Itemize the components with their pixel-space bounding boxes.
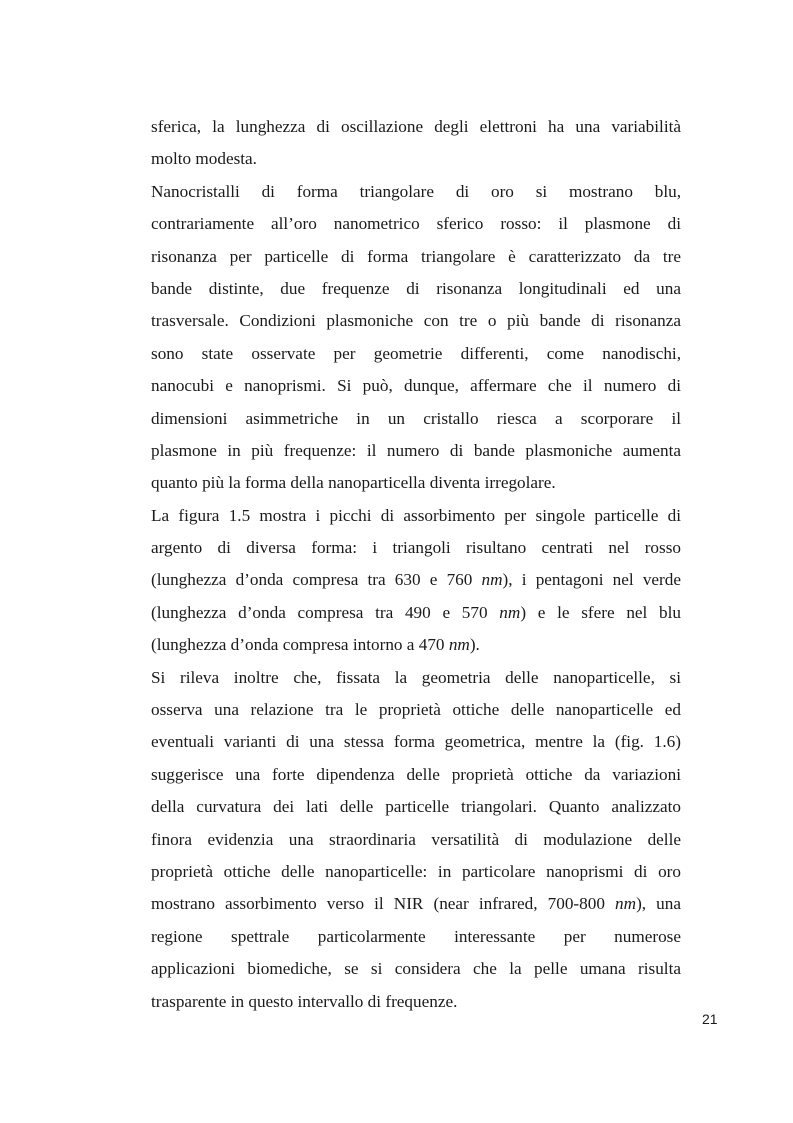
text-line (151, 532, 681, 564)
text-line (151, 629, 681, 661)
text-line (151, 500, 681, 532)
text-line (151, 953, 681, 985)
line-text: eventuali varianti di una stessa forma geometrica, mentre la (fig. 1.6) (151, 732, 681, 752)
text-line (151, 888, 681, 920)
text-line (151, 176, 681, 208)
line-text: argento di diversa forma: i triangoli risultano centrati nel rosso (151, 538, 681, 558)
line-text: trasversale. Condizioni plasmoniche con tre o più bande di risonanza (151, 311, 681, 331)
text-line (151, 694, 681, 726)
line-text: applicazioni biomediche, se si considera che la pelle umana risulta (151, 959, 681, 979)
line-text: trasparente in questo intervallo di frequenze. (151, 991, 458, 1011)
line-text: nanocubi e nanoprismi. Si può, dunque, affermare che il numero di (151, 376, 681, 396)
text-line (151, 305, 681, 337)
text-line (151, 726, 681, 758)
line-text: La figura 1.5 mostra i picchi di assorbimento per singole particelle di (151, 505, 681, 525)
line-text: (lunghezza d’onda compresa intorno a 470 (151, 635, 449, 655)
text-line (151, 435, 681, 467)
line-text: risonanza per particelle di forma triangolare è caratterizzato da tre (151, 246, 681, 266)
text-line (151, 403, 681, 435)
line-text: finora evidenzia una straordinaria versatilità di modulazione delle (151, 829, 681, 849)
line-text: osserva una relazione tra le proprietà ottiche delle nanoparticelle ed (151, 700, 681, 720)
line-text: contrariamente all’oro nanometrico sferico rosso: il plasmone di (151, 214, 681, 234)
line-text: (lunghezza d’onda compresa tra 490 e 570 (151, 602, 500, 622)
unit-text: nm (499, 602, 521, 622)
text-line (151, 791, 681, 823)
line-text: sferica, la lunghezza di oscillazione degli elettroni ha una variabilità (151, 117, 681, 136)
paragraph (151, 662, 681, 1018)
line-text: Si rileva inoltre che, fissata la geometria delle nanoparticelle, si (151, 667, 681, 687)
text-line (151, 370, 681, 402)
line-text: molto modesta. (151, 149, 257, 169)
text-line (151, 111, 681, 143)
unit-text: nm (481, 570, 503, 590)
paragraph (151, 500, 681, 662)
line-text: quanto più la forma della nanoparticella diventa irregolare. (151, 473, 556, 493)
text-line (151, 759, 681, 791)
line-text: (lunghezza d’onda compresa tra 630 e 760 (151, 570, 482, 590)
unit-text: nm (615, 894, 637, 914)
paragraph (151, 111, 681, 176)
text-line (151, 338, 681, 370)
line-text: regione spettrale particolarmente interessante per numerose (151, 926, 681, 946)
line-text: Nanocristalli di forma triangolare di oro si mostrano blu, (151, 181, 681, 201)
text-line (151, 662, 681, 694)
text-line (151, 564, 681, 596)
text-line (151, 143, 681, 175)
line-text: sono state osservate per geometrie differenti, come nanodischi, (151, 343, 681, 363)
line-text: mostrano assorbimento verso il NIR (near infrared, 700-800 (151, 894, 616, 914)
text-line (151, 208, 681, 240)
page-number: 21 (702, 1011, 718, 1027)
line-text: plasmone in più frequenze: il numero di bande plasmoniche aumenta (151, 440, 681, 460)
text-line (151, 921, 681, 953)
line-text: della curvatura dei lati delle particelle triangolari. Quanto analizzato (151, 797, 681, 817)
text-line (151, 241, 681, 273)
paragraph (151, 176, 681, 500)
body-text (151, 111, 681, 1018)
line-text: ). (469, 635, 480, 655)
line-text: suggerisce una forte dipendenza delle proprietà ottiche da variazioni (151, 764, 681, 784)
text-line (151, 824, 681, 856)
text-line (151, 856, 681, 888)
line-text: dimensioni asimmetriche in un cristallo riesca a scorporare il (151, 408, 681, 428)
text-line (151, 467, 681, 499)
text-line (151, 986, 681, 1018)
line-text: ), una (636, 894, 681, 914)
line-text: proprietà ottiche delle nanoparticelle: in particolare nanoprismi di oro (151, 861, 681, 881)
unit-text: nm (448, 635, 470, 655)
line-text: ) e le sfere nel blu (520, 602, 681, 622)
line-text: ), i pentagoni nel verde (502, 570, 681, 590)
text-line (151, 273, 681, 305)
line-text: bande distinte, due frequenze di risonanza longitudinali ed una (151, 278, 681, 298)
text-line (151, 597, 681, 629)
